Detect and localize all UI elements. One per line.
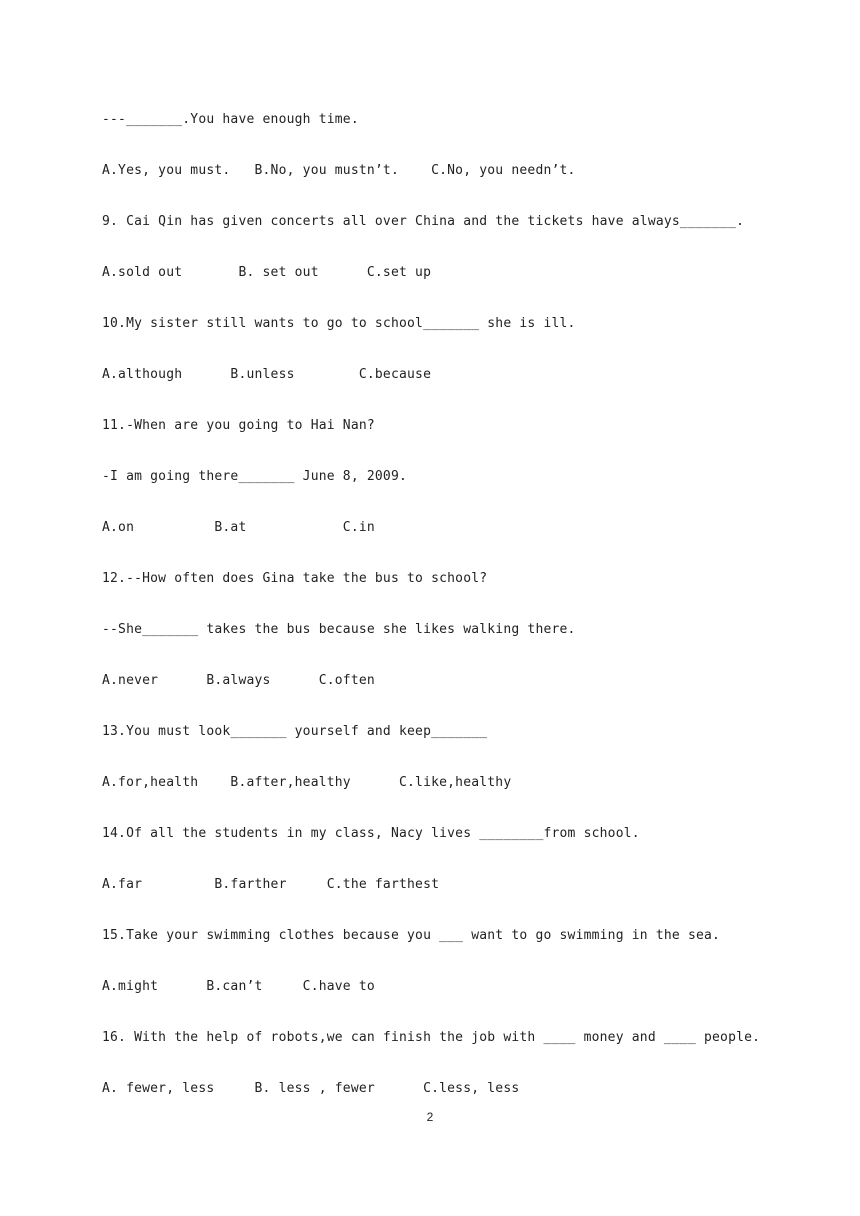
question-11-options: A.on B.at C.in — [102, 520, 375, 535]
question-12: 12.--How often does Gina take the bus to school? — [102, 571, 488, 586]
question-12-options: A.never B.always C.often — [102, 673, 375, 688]
question-16: 16. With the help of robots,we can finish the job with ____ money and ____ people. — [102, 1030, 761, 1045]
question-10-options: A.although B.unless C.because — [102, 367, 432, 382]
question-9: 9. Cai Qin has given concerts all over China and the tickets have always_______. — [102, 214, 745, 229]
question-14: 14.Of all the students in my class, Nacy lives ________from school. — [102, 826, 640, 841]
page-number: 2 — [426, 1110, 434, 1124]
question-11: 11.-When are you going to Hai Nan? — [102, 418, 375, 433]
question-14-options: A.far B.farther C.the farthest — [102, 877, 440, 892]
question-10: 10.My sister still wants to go to school_______ she is ill. — [102, 316, 576, 331]
question-12-response: --She_______ takes the bus because she likes walking there. — [102, 622, 576, 637]
question-8-answer-prompt: ---_______.You have enough time. — [102, 112, 359, 127]
question-15: 15.Take your swimming clothes because you ___ want to go swimming in the sea. — [102, 928, 721, 943]
question-9-options: A.sold out B. set out C.set up — [102, 265, 432, 280]
question-11-response: -I am going there_______ June 8, 2009. — [102, 469, 408, 484]
question-8-options: A.Yes, you must. B.No, you mustn’t. C.No, you needn’t. — [102, 163, 576, 178]
question-16-options: A. fewer, less B. less , fewer C.less, less — [102, 1081, 520, 1096]
question-13: 13.You must look_______ yourself and keep_______ — [102, 724, 488, 739]
question-13-options: A.for,health B.after,healthy C.like,healthy — [102, 775, 512, 790]
question-15-options: A.might B.can’t C.have to — [102, 979, 375, 994]
